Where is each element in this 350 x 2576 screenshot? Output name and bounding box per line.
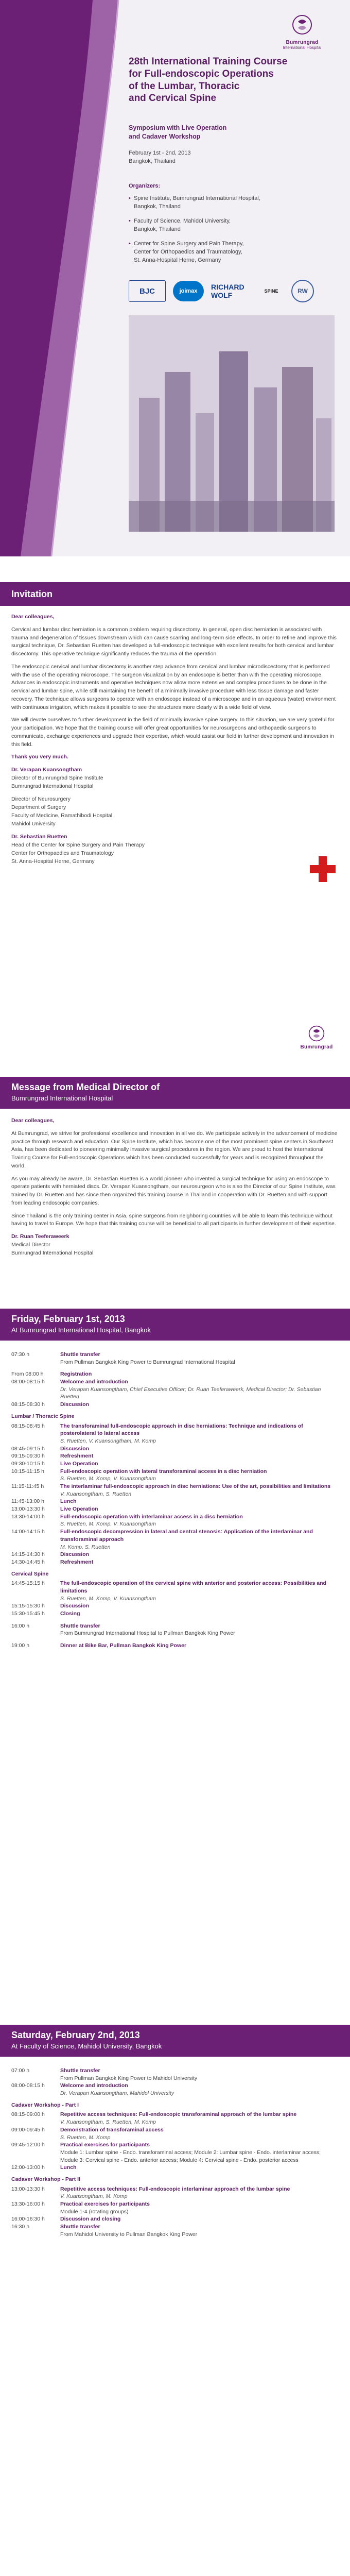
course-title: 28th International Training Course for Full-endoscopic Operations of the Lumbar, Thoracic and Cervical Spine — [129, 56, 288, 104]
invitation-paragraph: Cervical and lumbar disc herniation is a common problem requiring discectomy. In general, open disc herniation is associated with trauma and degeneration of tissues downstream which can cause scarring and long-term side effects. In order to refine and improve this surgical technique, Dr. Sebastian Ruetten has developed a full-endoscopic technique with excellent results for both cervical and lumbar discectomy. This operative technique significantly reduces the trauma of the operation. — [11, 626, 337, 657]
session-heading: Lumbar / Thoracic Spine — [11, 1413, 75, 1419]
schedule-row: 14:00-14:15 h Full-endoscopic decompression in lateral and central stenosis: Application of the interlaminar and transforaminal approach M. Komp, S. Ruetten — [11, 1529, 313, 1550]
session-heading: Cervical Spine — [11, 1570, 49, 1577]
organizer-item: • Center for Spine Surgery and Pain Therapy, Center for Orthopaedics and Traumatology, St. Anna-Hospital Herne, Germany — [129, 240, 324, 265]
message-body — [11, 1117, 339, 1262]
bumrungrad-logo-icon — [308, 1025, 325, 1042]
sponsor-logo: BJC — [129, 280, 166, 302]
bumrungrad-logo — [269, 14, 336, 50]
schedule-row: 14:45-15:15 h The full-endoscopic operation of the cervical spine with anterior and posterior access: Possibilities and limitations S. Ruetten, M. Komp, V. Kuansongtham — [11, 1580, 326, 1602]
schedule-row: 08:00-08:15 h Welcome and introduction Dr. Verapan Kuansongtham, Chief Executive Officer; Dr. Ruan Teeferaweerk, Medical Director; Dr. Sebastian Ruetten — [11, 1379, 321, 1400]
organizer-item: • Spine Institute, Bumrungrad International Hospital, Bangkok, Thailand — [129, 195, 324, 211]
bumrungrad-logo-small: Bumrungrad — [288, 1025, 345, 1050]
schedule-row: 14:30-14:45 h Refreshment — [11, 1558, 94, 1565]
schedule-row: 16:00 h Shuttle transfer From Bumrungrad International Hospital to Pullman Bangkok King Power — [11, 1622, 235, 1637]
schedule-row: 09:30-10:15 h Live Operation — [11, 1460, 98, 1467]
schedule-row: 15:30-15:45 h Closing — [11, 1611, 80, 1617]
schedule-row: 12:00-13:00 h Lunch — [11, 2164, 77, 2171]
schedule-row: 13:30-16:00 h Practical exercises for participants Module 1-4 (rotating groups) — [11, 2201, 150, 2215]
schedule-row: 08:00-08:15 h Welcome and introduction Dr. Verapan Kuansongtham, Mahidol University — [11, 2082, 174, 2097]
schedule-row: 09:00-09:45 h Demonstration of transforaminal access S. Ruetten, M. Komp — [11, 2126, 164, 2141]
message-paragraph: Since Thailand is the only training center in Asia, spine surgeons from neighboring countries will be able to learn this technique without having to travel to Europe. We hope that this training course will be beneficial to all participants in further development of their expertise. — [11, 1212, 336, 1227]
message-paragraph: At Bumrungrad, we strive for professional excellence and innovation in all we do. We participate actively in the advancement of medicine practice through research and education. Our Spine Institute, which has become one of the most prominent spine centers in Southeast Asia, has been dedicated to pioneering minimally invasive surgical procedures in the region. We are proud to host the International Training Course for Full-endoscopic Operations which has been conducted successfully for years and is recognized throughout the world. — [11, 1130, 338, 1169]
header — [0, 0, 350, 556]
invitation-paragraph: The endoscopic cervical and lumbar discectomy is another step advance from cervical and lumbar microdiscectomy that is performed with the use of the operating microscope. The surgeon visualization by an endoscope is better than with the operating microscope. Advances in endoscopic instruments and operative techniques now allow more extensive and complex procedures to be done in the cervical and lumbar spine, while still maintaining the benefit of a minimally invasive procedure with less tissue damage and faster recovery. The technique allows surgeons to operate with an endoscope instead of a microscope and in an aqueous (water) environment with continuous irrigation, which makes it possible to see the structures more clearly with a wide field of view. — [11, 663, 336, 710]
schedule-row: 08:15-09:00 h Repetitive access techniques: Full-endoscopic transforaminal approach of the lumbar spine V. Kuansongtham, S. Ruetten, M. Komp — [11, 2111, 297, 2126]
sponsor-logo: SPINE — [264, 289, 278, 294]
sponsor-logo: joimax — [173, 281, 204, 301]
schedule-row: 13:00-13:30 h Live Operation — [11, 1506, 98, 1513]
day2-heading: Saturday, February 2nd, 2013 At Faculty of Science, Mahidol University, Bangkok — [0, 2025, 350, 2057]
invitation-thanks: Thank you very much. — [11, 754, 68, 760]
schedule-row: 19:00 h Dinner at Bike Bar, Pullman Bangkok King Power — [11, 1642, 187, 1649]
logo-name: Bumrungrad — [286, 40, 319, 45]
bumrungrad-logo-icon — [292, 14, 312, 35]
schedule-row: From 08:00 h Registration — [11, 1371, 92, 1378]
schedule-row: 07:00 h Shuttle transfer From Pullman Bangkok King Power to Mahidol University — [11, 2067, 198, 2081]
schedule-row: 08:15-08:30 h Discussion — [11, 1401, 90, 1408]
invitation-body — [11, 613, 339, 871]
organizers-heading: Organizers: — [129, 183, 161, 189]
st-anna-cross-icon — [309, 855, 337, 883]
schedule-row: 11:15-11:45 h The interlaminar full-endoscopic approach in disc herniations: Use of the art, possibilities and limitations V. Kuansongtham, S. Ruetten — [11, 1483, 331, 1497]
signature-block: Dr. Verapan Kuansongtham Director of Bumrungrad Spine Institute Bumrungrad International Hospital — [11, 767, 103, 789]
message-paragraph: As you may already be aware, Dr. Sebastian Ruetten is a world pioneer who invented a surgical technique for using an endoscope to operate patients with herniated discs. Dr. Verapan Kuansongtham, our neurosurgeon who is also the Director of our Spine Institute, was trained by Dr. Ruetten and has since then organized this training course in Thailand in cooperation with Dr. Ruetten and with support from leading endoscopic companies. — [11, 1175, 336, 1206]
city-photo — [129, 315, 335, 532]
schedule-row: 08:15-08:45 h The transforaminal full-endoscopic approach in disc herniations: Technique and indications of posterolateral to lateral access S. Ruetten, V. Kuansongtham, M. Komp — [11, 1422, 303, 1444]
message-heading: Message from Medical Director of Bumrungrad International Hospital — [0, 1077, 350, 1109]
logo-sub: International Hospital — [283, 45, 322, 50]
organizers-list — [129, 195, 324, 271]
day1-schedule — [11, 1351, 339, 1650]
invitation-paragraph: We will devote ourselves to further development in the field of minimally invasive spine surgery. In this situation, we are very grateful for your participation. We hope that the training course will offer great opportunities for neurosurgeons and orthopaedic surgeons to communicate, exchange experiences and upgrade their expertise, which would assist our field in further development and innovation in this field. — [11, 717, 335, 748]
schedule-row: 09:15-09:30 h Refreshment — [11, 1453, 94, 1460]
schedule-row: 07:30 h Shuttle transfer From Pullman Bangkok King Power to Bumrungrad International Hospital — [11, 1351, 235, 1365]
city-skyline-illustration — [129, 315, 335, 532]
sponsor-logo: RICHARD WOLF — [211, 283, 244, 299]
message-greeting: Dear colleagues, — [11, 1117, 55, 1124]
organizer-item: • Faculty of Science, Mahidol University, Bangkok, Thailand — [129, 217, 324, 234]
schedule-row: 16:30 h Shuttle transfer From Mahidol University to Pullman Bangkok King Power — [11, 2224, 198, 2238]
schedule-row: 14:15-14:30 h Discussion — [11, 1551, 90, 1558]
day1-heading: Friday, February 1st, 2013 At Bumrungrad International Hospital, Bangkok — [0, 1309, 350, 1341]
schedule-row: 11:45-13:00 h Lunch — [11, 1498, 77, 1505]
session-heading: Cadaver Workshop - Part I — [11, 2102, 79, 2108]
schedule-row: 09:45-12:00 h Practical exercises for participants Module 1: Lumbar spine - Endo. transforaminal access; Module 2: Lumbar spine - Endo. interlaminar access; Module 3: Cervical spine - Endo. anterior access; Module 4: Cervical spine - Endo. posterior access — [11, 2142, 321, 2163]
schedule-row: 16:00-16:30 h Discussion and closing — [11, 2216, 121, 2223]
course-dates: February 1st - 2nd, 2013 Bangkok, Thailand — [129, 150, 191, 164]
schedule-row: 13:00-13:30 h Repetitive access techniques: Full-endoscopic interlaminar approach of the lumbar spine V. Kuansongtham, M. Komp — [11, 2185, 290, 2200]
signature-block: Director of Neurosurgery Department of Surgery Faculty of Medicine, Ramathibodi Hospital Mahidol University — [11, 796, 113, 827]
signature-block: Dr. Sebastian Ruetten Head of the Center for Spine Surgery and Pain Therapy Center for Orthopaedics and Traumatology St. Anna-Hospital Herne, Germany — [11, 834, 145, 865]
sponsor-logos — [129, 278, 335, 304]
schedule-row: 10:15-11:15 h Full-endoscopic operation with lateral transforaminal access in a disc herniation S. Ruetten, M. Komp, V. Kuansongtham — [11, 1468, 267, 1482]
symposium-title: Symposium with Live Operation and Cadaver Workshop — [129, 124, 227, 140]
schedule-row: 15:15-15:30 h Discussion — [11, 1603, 90, 1609]
signature-block: Dr. Ruan Teeferaweerk Medical Director Bumrungrad International Hospital — [11, 1233, 94, 1256]
day2-schedule — [11, 2067, 339, 2238]
sponsor-logo: RW — [291, 280, 314, 302]
invitation-heading: Invitation — [0, 582, 350, 606]
schedule-row: 08:45-09:15 h Discussion — [11, 1445, 90, 1452]
schedule-row: 13:30-14:00 h Full-endoscopic operation with interlaminar access in a disc herniation S. Ruetten, M. Komp, V. Kuansongtham — [11, 1513, 243, 1528]
session-heading: Cadaver Workshop - Part II — [11, 2176, 81, 2182]
invitation-greeting: Dear colleagues, — [11, 614, 55, 620]
